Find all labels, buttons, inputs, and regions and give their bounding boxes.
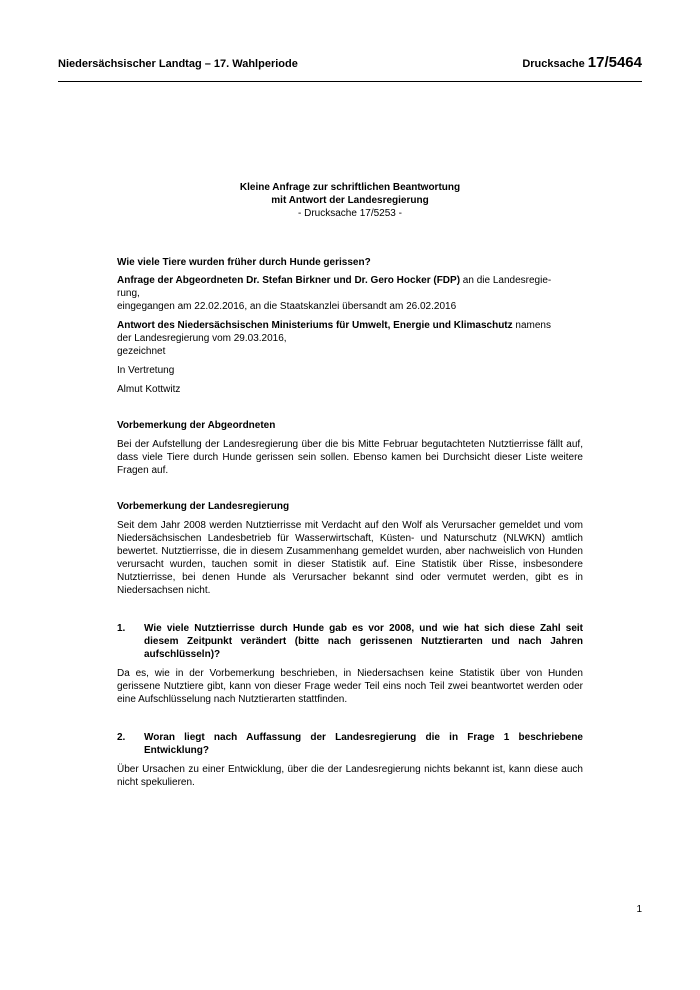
page-header (58, 54, 642, 71)
title-line-3: - Drucksache 17/5253 - (298, 208, 402, 219)
answer-1: Da es, wie in der Vorbemerkung beschrieben, in Niedersachsen keine Statistik über von Hunden gerissene Nutztiere gibt, kann von dieser Frage weder Teil eins noch Teil zwei beantwortet werden oder eine Aufschlüsselung nach Nutztierarten stattfinden. (117, 668, 583, 705)
question-1 (117, 622, 583, 661)
question-2-number: 2. (117, 732, 126, 743)
vertretung: In Vertretung (117, 365, 175, 376)
anfrage-paragraph (117, 274, 583, 313)
answer-2: Über Ursachen zu einer Entwicklung, über die der Landesregierung nichts bekannt ist, kann diese auch nicht spekulieren. (117, 764, 583, 788)
question-1-text: Wie viele Nutztierrisse durch Hunde gab es vor 2008, und wie hat sich diese Zahl seit diesem Zeitpunkt verändert (bitte nach gerissenen Nutztierarten und nach Jahren aufschlüsseln)? (144, 623, 583, 660)
parliament-title: Niedersächsischer Landtag – 17. Wahlperiode (58, 58, 298, 70)
title-line-1: Kleine Anfrage zur schriftlichen Beantwortung (239, 182, 461, 193)
antwort-signed: gezeichnet (117, 346, 166, 357)
document-body (117, 256, 583, 789)
header-rule (58, 81, 642, 82)
antwort-ministry: Antwort des Niedersächsischen Ministeriums für Umwelt, Energie und Klimaschutz (117, 320, 513, 331)
anfrage-rest-2: rung, (117, 288, 140, 299)
antwort-rest: namens (512, 320, 551, 331)
title-line-2: mit Antwort der Landesregierung (271, 195, 429, 206)
antwort-paragraph (117, 319, 583, 358)
document-number-value: 17/5464 (587, 54, 642, 71)
title-block (117, 181, 583, 220)
anfrage-dates: eingegangen am 22.02.2016, an die Staatskanzlei übersandt am 26.02.2016 (117, 301, 457, 312)
document-number (522, 54, 642, 71)
question-2-text: Woran liegt nach Auffassung der Landesregierung die in Frage 1 beschriebene Entwicklung? (144, 732, 583, 756)
vorbemerkung-lr-text: Seit dem Jahr 2008 werden Nutztierrisse mit Verdacht auf den Wolf als Verursacher gemeldet und vom Niedersächsischen Landesbetrieb für Wasserwirtschaft, Küsten- und Naturschutz (NLWKN) amtlich bewertet. Nutztierrisse, die in diesem Zusammenhang gemeldet wurden, aber nachweislich von Hunden verursacht wurden, tauchen somit in dieser Statistik auf. Eine Statistik über Risse, insbesondere Nutztierrisse, bei denen Hunde als Verursacher bekannt sind oder vermutet werden, gibt es in Niedersachsen nicht. (117, 520, 583, 596)
question-title: Wie viele Tiere wurden früher durch Hunde gerissen? (117, 257, 371, 268)
anfrage-rest: an die Landesregie- (460, 275, 552, 286)
page-number: 1 (636, 904, 642, 915)
document-number-label: Drucksache (522, 58, 585, 70)
question-1-number: 1. (117, 623, 126, 634)
vorbemerkung-abg-heading: Vorbemerkung der Abgeordneten (117, 420, 276, 431)
vorbemerkung-abg-text: Bei der Aufstellung der Landesregierung über die bis Mitte Februar begutachteten Nutztierrisse fällt auf, dass viele Tiere durch Hunde gerissen sein sollen. Ebenso kamen bei Durchsicht dieser Liste weitere Fragen auf. (117, 439, 583, 476)
anfrage-authors: Anfrage der Abgeordneten Dr. Stefan Birkner und Dr. Gero Hocker (FDP) (117, 275, 461, 286)
signer-name: Almut Kottwitz (117, 384, 181, 395)
vorbemerkung-lr-heading: Vorbemerkung der Landesregierung (117, 501, 290, 512)
antwort-date: der Landesregierung vom 29.03.2016, (117, 333, 287, 344)
question-2 (117, 731, 583, 757)
